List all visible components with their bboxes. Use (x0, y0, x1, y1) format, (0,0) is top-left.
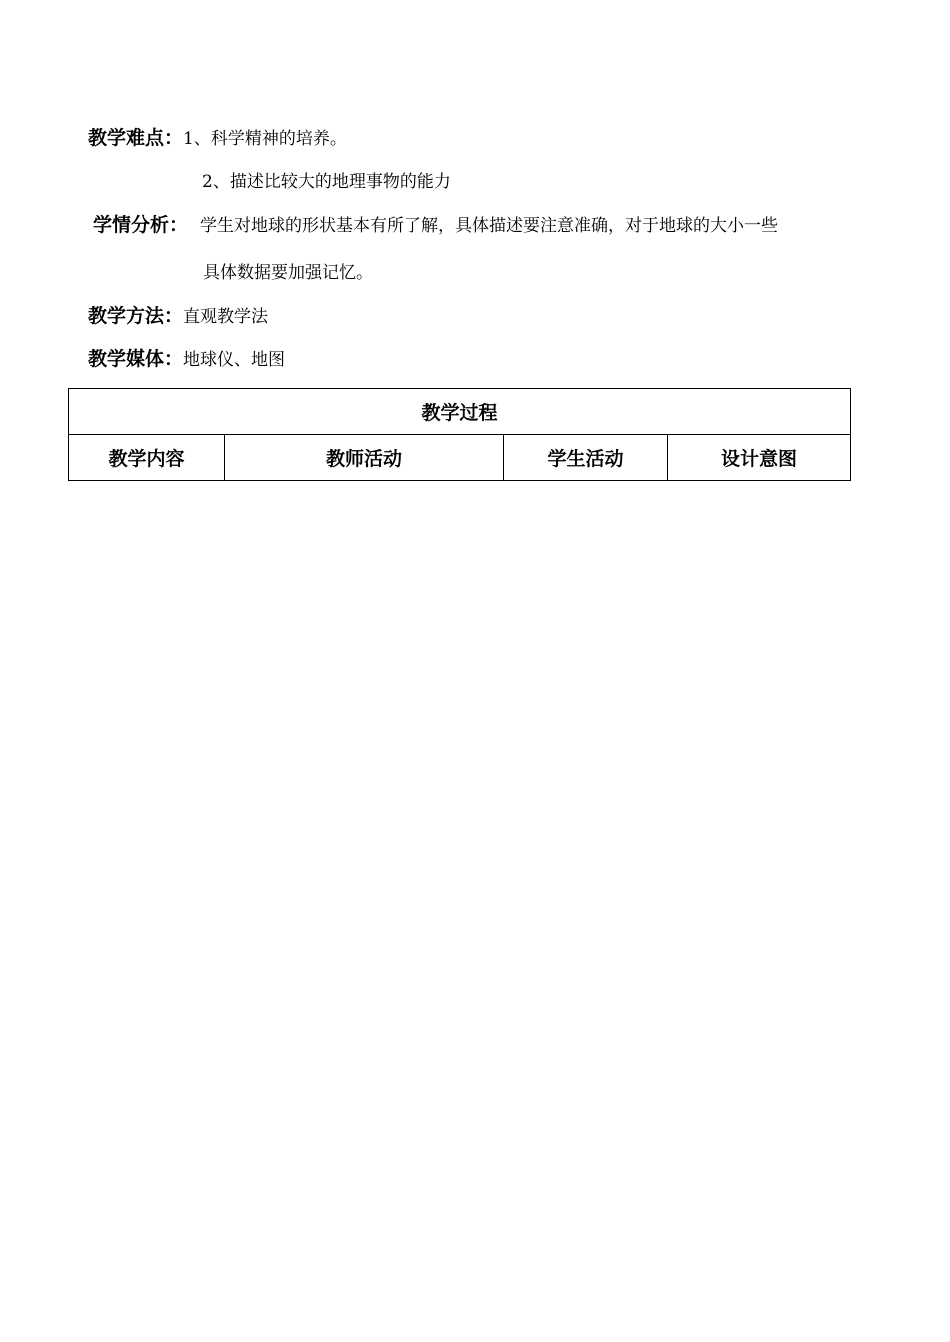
method-row (88, 304, 268, 329)
process-table-title: 教学过程 (69, 389, 851, 435)
header-design-intent: 设计意图 (668, 435, 851, 481)
media-row (88, 347, 285, 372)
difficulty-item-1: 1、科学精神的培养。 (183, 129, 347, 149)
header-teaching-content: 教学内容 (69, 435, 225, 481)
header-student-activity: 学生活动 (504, 435, 668, 481)
analysis-row (93, 213, 778, 238)
difficulty-row-2 (202, 170, 451, 194)
method-value: 直观教学法 (183, 307, 269, 327)
media-label: 教学媒体： (88, 348, 184, 370)
header-teacher-activity: 教师活动 (225, 435, 504, 481)
process-table-title-row (69, 389, 851, 435)
difficulty-item-2: 2、描述比较大的地理事物的能力 (202, 172, 451, 192)
difficulty-row (88, 126, 347, 151)
process-table (68, 388, 851, 481)
analysis-label: 学情分析： (93, 214, 189, 236)
difficulty-label: 教学难点： (88, 127, 184, 149)
analysis-row-2 (203, 261, 373, 285)
analysis-text-line-1: 学生对地球的形状基本有所了解，具体描述要注意准确，对于地球的大小一些 (200, 216, 779, 236)
analysis-text-line-2: 具体数据要加强记忆。 (203, 263, 373, 283)
process-table-header-row (69, 435, 851, 481)
method-label: 教学方法： (88, 305, 184, 327)
media-value: 地球仪、地图 (183, 350, 286, 370)
